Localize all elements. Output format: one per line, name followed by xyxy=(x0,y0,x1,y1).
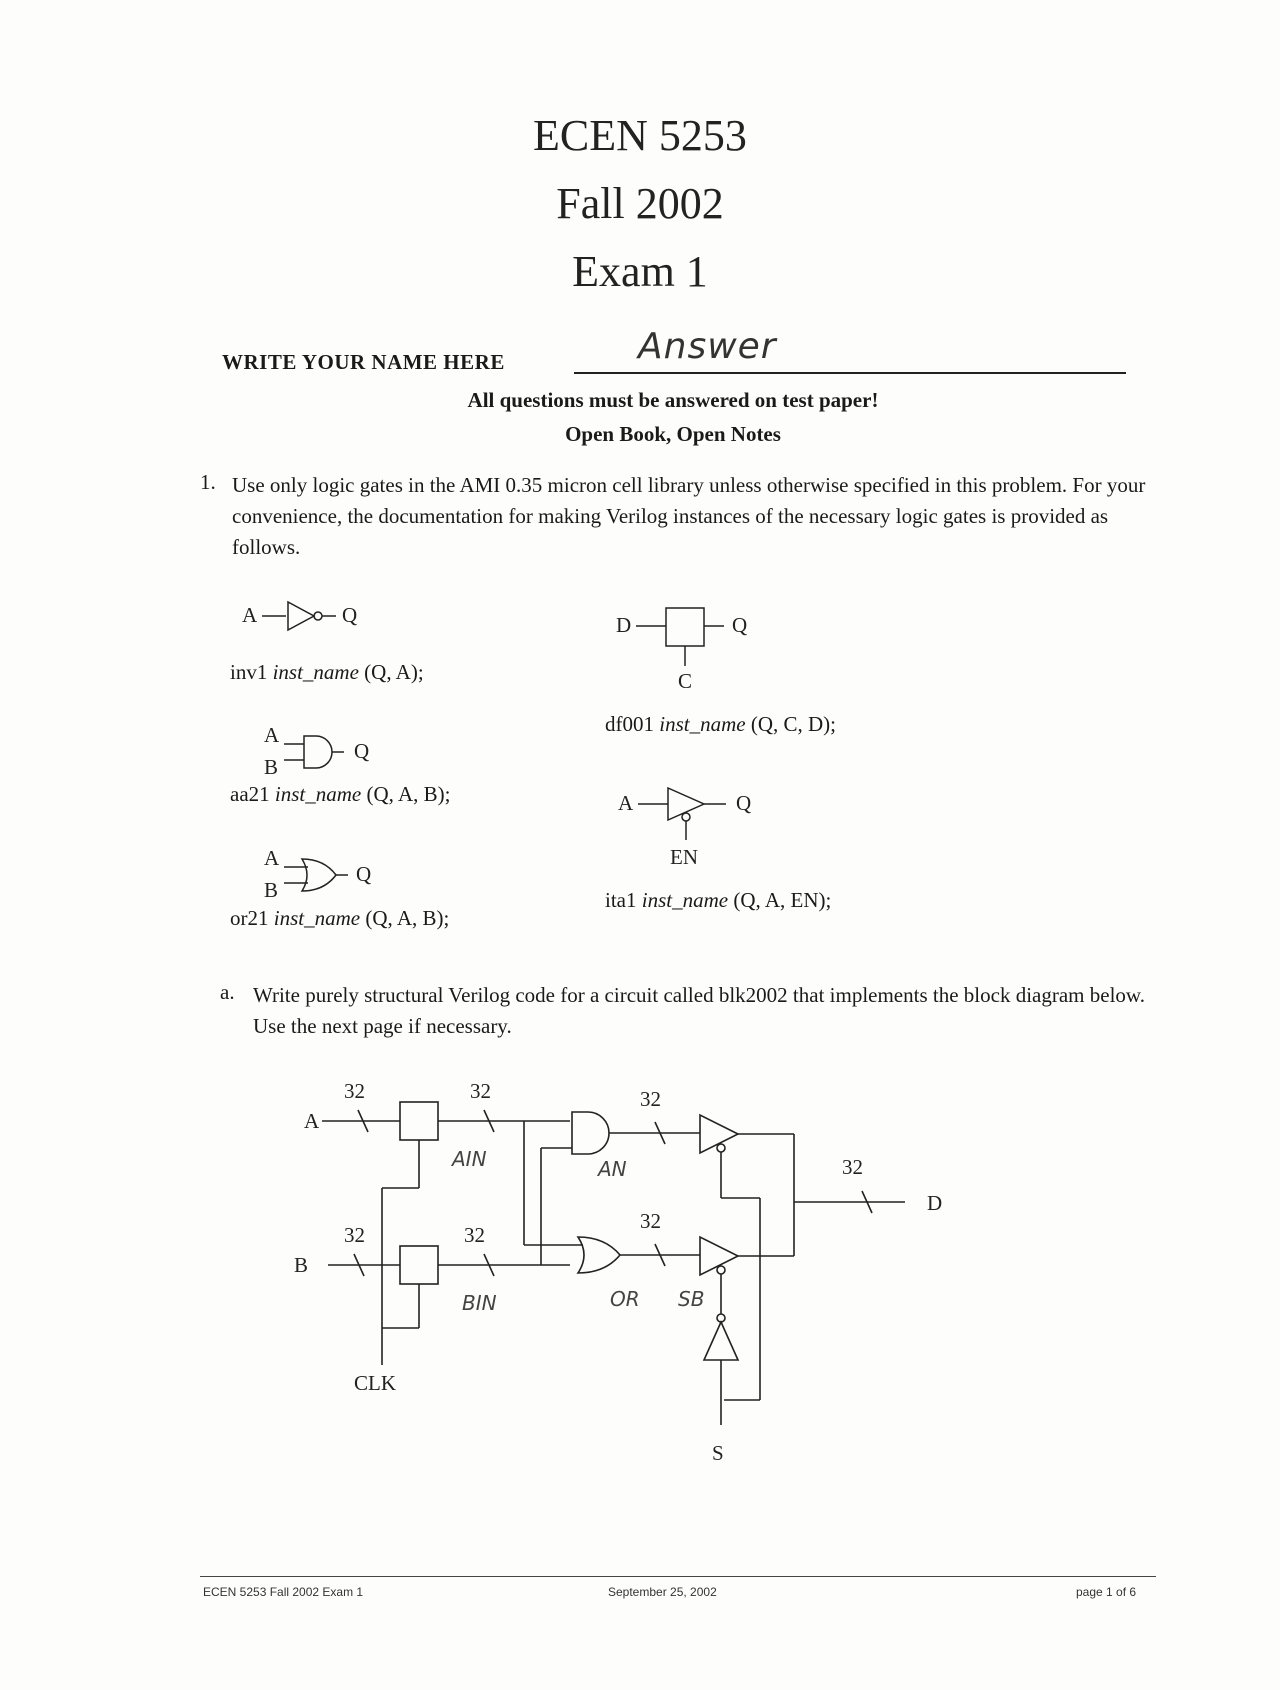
instruction-line-1: All questions must be answered on test paper! xyxy=(467,388,879,412)
footer-page: page 1 of 6 xyxy=(1076,1585,1137,1599)
width-a-in: 32 xyxy=(344,1079,365,1103)
df001-instance: df001 inst_name (Q, C, D); xyxy=(605,712,836,736)
ff-pin-q: Q xyxy=(732,613,748,637)
or21-instance: or21 inst_name (Q, A, B); xyxy=(230,906,450,930)
ff-pin-c: C xyxy=(678,669,693,693)
handwritten-sb: SB xyxy=(678,1287,705,1311)
ita-pin-a: A xyxy=(618,791,634,815)
width-b-in: 32 xyxy=(344,1223,365,1247)
term-title: Fall 2002 xyxy=(556,179,724,228)
footer-center: September 25, 2002 xyxy=(608,1585,717,1599)
input-b-label: B xyxy=(294,1253,309,1277)
and-pin-b: B xyxy=(264,755,279,779)
exam-title: Exam 1 xyxy=(572,247,708,296)
question-number: 1. xyxy=(200,470,216,494)
handwritten-or: OR xyxy=(610,1287,640,1311)
input-a-label: A xyxy=(304,1109,320,1133)
width-b-reg: 32 xyxy=(464,1223,485,1247)
ita-pin-en: EN xyxy=(670,845,698,869)
width-d-out: 32 xyxy=(842,1155,863,1179)
instruction-line-2: Open Book, Open Notes xyxy=(565,422,781,446)
s-label: S xyxy=(712,1441,724,1465)
question-text: Use only logic gates in the AMI 0.35 micron cell library unless otherwise specified in this problem. For your convenience, the documentation for making Verilog instances of the necessary logic gates is provided as follows. xyxy=(232,473,1146,559)
and-pin-a: A xyxy=(264,723,280,747)
width-or-out: 32 xyxy=(640,1209,661,1233)
handwritten-answer: Answer xyxy=(638,326,777,367)
and-pin-q: Q xyxy=(354,739,370,763)
handwritten-an: AN xyxy=(598,1157,627,1181)
ff-pin-d: D xyxy=(616,613,632,637)
inv-pin-a: A xyxy=(242,603,258,627)
part-a-text: Write purely structural Verilog code for a circuit called blk2002 that implements the block diagram below. Use the next page if necessary. xyxy=(253,983,1145,1038)
ita1-instance: ita1 inst_name (Q, A, EN); xyxy=(605,888,832,912)
width-a-reg: 32 xyxy=(470,1079,491,1103)
part-a-letter: a. xyxy=(220,980,235,1004)
handwritten-bin: BIN xyxy=(462,1291,497,1315)
or-pin-a: A xyxy=(264,846,280,870)
course-title: ECEN 5253 xyxy=(533,111,747,160)
inv-pin-q: Q xyxy=(342,603,358,627)
output-d-label: D xyxy=(927,1191,943,1215)
ita-pin-q: Q xyxy=(736,791,752,815)
aa21-instance: aa21 inst_name (Q, A, B); xyxy=(230,782,451,806)
footer-rule xyxy=(200,1576,1156,1577)
footer-left: ECEN 5253 Fall 2002 Exam 1 xyxy=(203,1585,364,1599)
or-pin-b: B xyxy=(264,878,279,902)
name-label: WRITE YOUR NAME HERE xyxy=(222,350,505,374)
clk-label: CLK xyxy=(354,1371,396,1395)
inv1-instance: inv1 inst_name (Q, A); xyxy=(230,660,424,684)
or-pin-q: Q xyxy=(356,862,372,886)
handwritten-ain: AIN xyxy=(452,1147,487,1171)
width-and-out: 32 xyxy=(640,1087,661,1111)
